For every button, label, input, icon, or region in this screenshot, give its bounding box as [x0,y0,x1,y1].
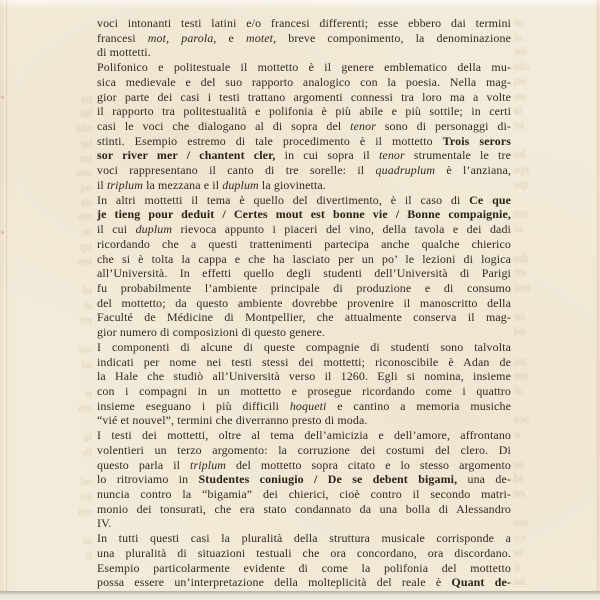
text-line: IV. [97,516,112,531]
bleedthrough-fragment: ais [79,491,92,504]
bleedthrough-fragment: ist [514,311,525,324]
bleedthrough-fragment [36,520,92,535]
bleedthrough-fragment: co [514,532,525,545]
bleedthrough-fragment: dui [514,252,529,265]
text-line: ricordando che a questi trattenimenti partecipa anche qualche chierico [97,236,511,251]
bleedthrough-fragment [36,328,92,343]
bleedthrough-fragment: em [78,505,92,518]
bleedthrough-fragment: len [78,255,92,268]
bleedthrough-fragment: ib [83,446,92,459]
bleedthrough-fragment: ad [81,358,92,371]
bleedthrough-fragment [36,78,92,93]
text-line: Polifonico e politestuale il mottetto è il genere emblematico della mu- [97,60,511,75]
text-line: il rapporto tra politestualità e polifonia è più abile e più sottile; in certi [97,104,511,119]
bleedthrough-fragment: us [514,17,525,29]
bleedthrough-fragment: itn [514,355,526,368]
bleedthrough-fragment: la [514,105,523,118]
bleedthrough-fragment: id [514,473,523,486]
bleedthrough-fragment: uq [80,182,92,195]
text-line: voci rappresentano il canto di tre sorelle: il quadruplum è l’anziana, [97,163,511,178]
text-line: “vié et nouvel”, termini che diverranno presto di moda. [97,413,368,428]
text-line: casi le voci che dialogano al di sopra del tenor sono di personaggi di- [97,119,511,134]
text-line: sica medievale e del suo rapporto analogico con la poesia. Nella mag- [97,74,511,89]
text-line: una pluralità di situazioni testuali che ora concordano, ora discordano. [97,545,511,560]
bleedthrough-fragment: od [80,476,92,489]
bleedthrough-fragment [514,193,548,208]
bleedthrough-fragment: re [514,546,523,559]
bleedthrough-fragment: eda [76,123,92,136]
text-line: nuncia contro la “bigamia” dei chierici, cioè contro il secondo matri- [97,487,511,501]
bleedthrough-fragment [514,502,548,517]
bleedthrough-fragment: oc [81,226,92,239]
right-margin-bleedthrough [514,16,548,590]
text-line: gior numero di composizioni di questo genere. [97,325,325,340]
bleedthrough-fragment: em [514,370,528,383]
bleedthrough-fragment: etn [78,402,92,415]
text-line: stinti. Esempio estremo di tale procedimento è il mottetto Trois serors [97,133,512,148]
text-line: monio dei tonsurati, che era stato condannato da una bolla di Alessandro [97,501,511,516]
bleedthrough-fragment: al [514,384,523,397]
page-bottom-edge [0,591,600,600]
bleedthrough-fragment: ul [83,535,92,548]
text-line: In altri mottetti il tema è quello del divertimento, è il caso di Ce que [97,192,512,207]
text-line: la Hale che studiò all’Università verso il 1260. Egli si nomina, insieme [97,369,511,384]
bleedthrough-fragment [514,134,548,149]
page-left-edge-line [6,0,7,600]
bleedthrough-fragment [36,269,92,284]
text-line: del mottetto; da questo ambiente dovrebbe provenire il manoscritto della [97,295,511,310]
bleedthrough-fragment: otn [514,208,529,221]
text-line: questo parla il triplum del mottetto sopra citato e lo stesso argomento [97,457,511,472]
paper-speck [1,231,4,234]
bleedthrough-fragment [514,399,548,414]
bleedthrough-fragment [514,340,548,355]
bleedthrough-fragment: etn [78,211,92,224]
text-line: I componenti di alcune di queste compagnie di studenti sono talvolta [97,339,511,354]
bleedthrough-fragment: osi [78,343,92,356]
bleedthrough-fragment: sno [76,167,92,180]
bleedthrough-fragment: cda [514,61,530,74]
text-line: Faculté de Médicine di Montpellier, che attualmente conserva il mag- [97,310,511,325]
bleedthrough-fragment [514,296,548,311]
bleedthrough-fragment: no [514,576,526,589]
text-line: volentieri un terzo argomento: la corruzione dei costumi del clero. Di [97,442,511,457]
bleedthrough-fragment: im [514,90,526,103]
bleedthrough-fragment: qiu [514,178,529,191]
bleedthrough-fragment [514,237,548,252]
bleedthrough-fragment: ui [514,223,523,236]
bleedthrough-fragment: ert [80,314,92,327]
bleedthrough-fragment: nad [514,281,531,294]
bleedthrough-fragment: nti [514,75,526,88]
text-line: fu probabilmente l’ambiente principale di produzione e di consumo [97,280,511,295]
text-line: possa essere un’interpretazione della molteplicità del reale è Quant de- [97,575,511,590]
text-line: gior parte dei casi i testi trattano argomenti connessi tra loro ma a volte [97,89,511,104]
bleedthrough-fragment: it [85,550,92,562]
bleedthrough-fragment: al [83,299,92,312]
bleedthrough-fragment: bn [80,108,92,121]
text-line: lo ritroviamo in Studentes coniugio / De se debent bigami, una de- [97,472,511,487]
bleedthrough-fragment [36,372,92,387]
bleedthrough-fragment: ocs [514,414,530,427]
paper-speck [1,96,4,99]
bleedthrough-fragment: ir [85,388,92,401]
bleedthrough-fragment: ud [514,326,526,339]
bleedthrough-fragment: en [514,488,525,500]
bleedthrough-fragment: eps [514,164,530,177]
bleedthrough-fragment: irt [514,120,525,133]
bleedthrough-fragment: su [514,458,525,471]
page-text-block [97,16,511,590]
bleedthrough-fragment: irp [79,240,92,253]
text-line: che si è tolta la cappa e che ha lasciato per un po’ le lezioni di logica [97,251,511,266]
bleedthrough-fragment [514,443,548,458]
bleedthrough-fragment: la [83,432,92,445]
text-line: il cui duplum rievoca appunto i piaceri del vino, della tavola e dei dadi [97,222,511,237]
text-line: francesi mot, parola, e motet, breve componimento, la denominazione [97,30,512,45]
text-line: il triplum la mezzana e il duplum la giovinetta. [97,177,326,192]
page-right-edge-line [597,0,598,600]
bleedthrough-fragment: da [81,196,92,209]
text-line: con i compagni in un mottetto e prosegue ricordando come i quattro [97,383,511,398]
text-line: di mottetti. [97,45,151,60]
bleedthrough-fragment: tsi [81,93,92,106]
bleedthrough-fragment: ert [514,267,526,280]
bleedthrough-fragment: id [83,285,92,298]
text-line: je tieng pour deduit / Certes mout est bonne vie / Bonne compaignie, [97,207,511,222]
bleedthrough-fragment: bo [514,149,526,162]
left-margin-bleedthrough [36,78,92,564]
text-line: all’Università. In effetti quello degli studenti dell’Università di Parigi [97,266,511,281]
bleedthrough-fragment: il [514,561,521,574]
text-line: I testi dei mottetti, oltre al tema dell’amicizia e dell’amore, affrontano [97,428,511,443]
bleedthrough-fragment: im [80,152,92,165]
bleedthrough-fragment [36,417,92,432]
text-line: sor river mer / chantent cler, in cui sopra il tenor strumentale le tre [97,148,511,163]
bleedthrough-fragment: atn [514,517,528,530]
bleedthrough-fragment: ibs [514,46,528,59]
text-line: Esempio particolarmente evidente di come la polifonia del mottetto [97,560,511,575]
text-line: voci intonanti testi latini e/o francesi differenti; esse ebbero dai termini [97,16,511,30]
text-line: In tutti questi casi la pluralità della struttura musicale corrisponde a [97,531,511,546]
bleedthrough-fragment: ol [514,31,523,44]
bleedthrough-fragment: lar [80,137,92,150]
text-line: insieme eseguano i più difficili hoqueti e cantino a memoria musiche [97,398,511,413]
bleedthrough-fragment [36,461,92,476]
bleedthrough-fragment: ir [514,429,521,442]
text-line: indicati per nome nei testi stessi dei mottetti; riconoscibile è Adan de [97,354,511,369]
